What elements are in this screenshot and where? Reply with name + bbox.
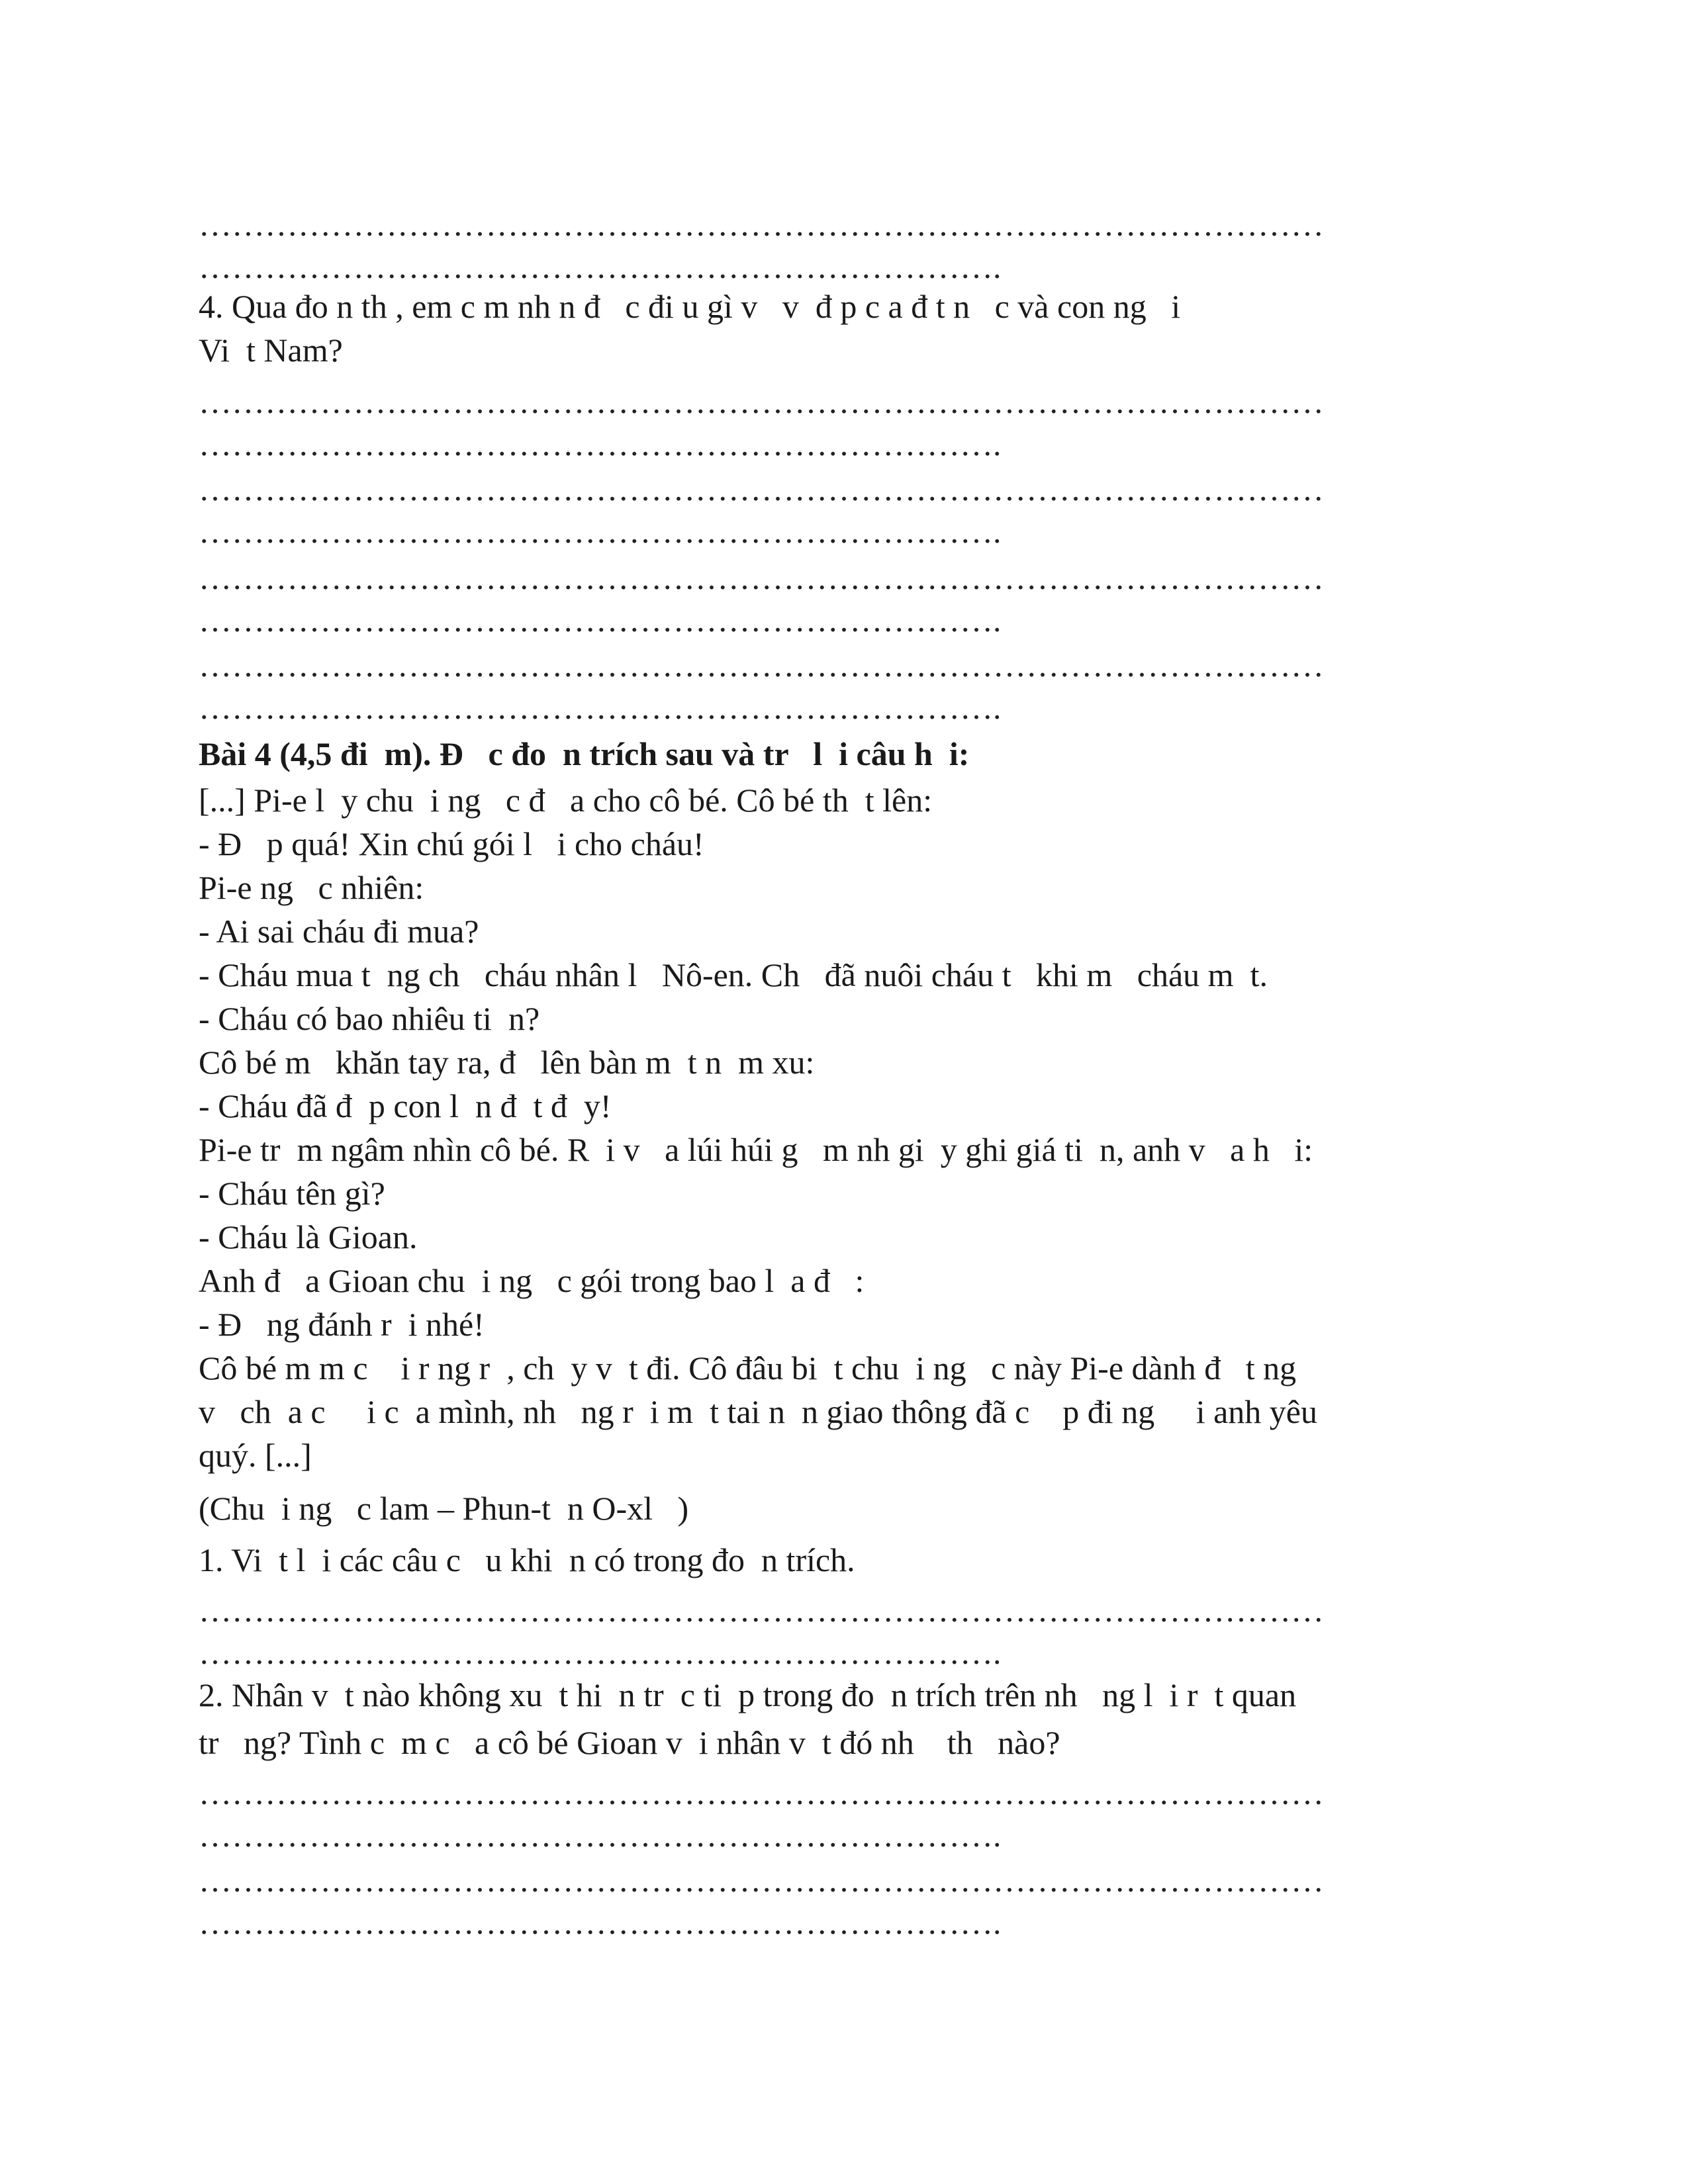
answer-dotted-line: ………………………………………………………………………………………… [199,559,1324,596]
passage-line: - Ai sai cháu đi mua? [199,913,479,950]
passage-line: - Cháu là Gioan. [199,1218,418,1255]
passage-line: quý. [...] [199,1437,312,1474]
question-4-line-1: 4. Qua đo n th , em c m nh n đ c đi u gì v v đ p c a đ t n c và con ng i [199,288,1181,325]
passage-line: - Đ ng đánh r i nhé! [199,1306,485,1343]
passage-source: (Chu i ng c lam – Phun-t n O-xl ) [199,1490,689,1527]
passage-line: v ch a c i c a mình, nh ng r i m t tai n n giao thông đã c p đi ng i anh yêu [199,1393,1317,1430]
answer-dotted-line: ………………………………………………………………………………………… [199,1774,1324,1811]
passage-line: Pi-e ng c nhiên: [199,869,424,906]
passage-line: Cô bé m khăn tay ra, đ lên bàn m t n m xu: [199,1044,815,1081]
question-2-line-2: tr ng? Tình c m c a cô bé Gioan v i nhân v t đó nh th nào? [199,1724,1060,1761]
answer-dotted-line: ………………………………………………………………………………………… [199,1592,1324,1629]
answer-dotted-line: ………………………………………………………………. [199,602,1002,639]
passage-line: Pi-e tr m ngâm nhìn cô bé. R i v a lúi húi g m nh gi y ghi giá ti n, anh v a h i: [199,1131,1313,1168]
passage-line: - Cháu có bao nhiêu ti n? [199,1000,540,1037]
answer-dotted-line: ………………………………………………………………. [199,426,1002,463]
passage-line: - Cháu đã đ p con l n đ t đ y! [199,1087,612,1124]
passage-line: - Cháu tên gì? [199,1175,385,1212]
question-1: 1. Vi t l i các câu c u khi n có trong đo n trích. [199,1541,855,1578]
passage-line: - Đ p quá! Xin chú gói l i cho cháu! [199,825,704,862]
answer-dotted-line: ………………………………………………………………………………………… [199,471,1324,508]
answer-dotted-line: ………………………………………………………………. [199,689,1002,726]
passage-line: Anh đ a Gioan chu i ng c gói trong bao l a đ : [199,1262,865,1299]
passage-line: Cô bé m m c i r ng r , ch y v t đi. Cô đâu bi t chu i ng c này Pi-e dành đ t ng [199,1349,1297,1387]
answer-dotted-line: ………………………………………………………………………………………… [199,647,1324,684]
answer-dotted-line: ………………………………………………………………………………………… [199,383,1324,420]
passage-line: [...] Pi-e l y chu i ng c đ a cho cô bé. Cô bé th t lên: [199,782,933,819]
answer-dotted-line: ………………………………………………………………. [199,1904,1002,1941]
answer-dotted-line: ………………………………………………………………. [199,513,1002,550]
answer-dotted-line: ………………………………………………………………. [199,1817,1002,1854]
passage-line: - Cháu mua t ng ch cháu nhân l Nô-en. Ch đã nuôi cháu t khi m cháu m t. [199,956,1268,993]
answer-dotted-line: ………………………………………………………………. [199,248,1002,285]
answer-dotted-line: ………………………………………………………………. [199,1634,1002,1671]
question-4-line-2: Vi t Nam? [199,332,343,369]
answer-dotted-line: ………………………………………………………………………………………… [199,1862,1324,1899]
exercise-4-heading: Bài 4 (4,5 đi m). Đ c đo n trích sau và tr l i câu h i: [199,735,970,772]
answer-dotted-line: ………………………………………………………………………………………… [199,206,1324,243]
question-2-line-1: 2. Nhân v t nào không xu t hi n tr c ti p trong đo n trích trên nh ng l i r t quan [199,1676,1297,1713]
